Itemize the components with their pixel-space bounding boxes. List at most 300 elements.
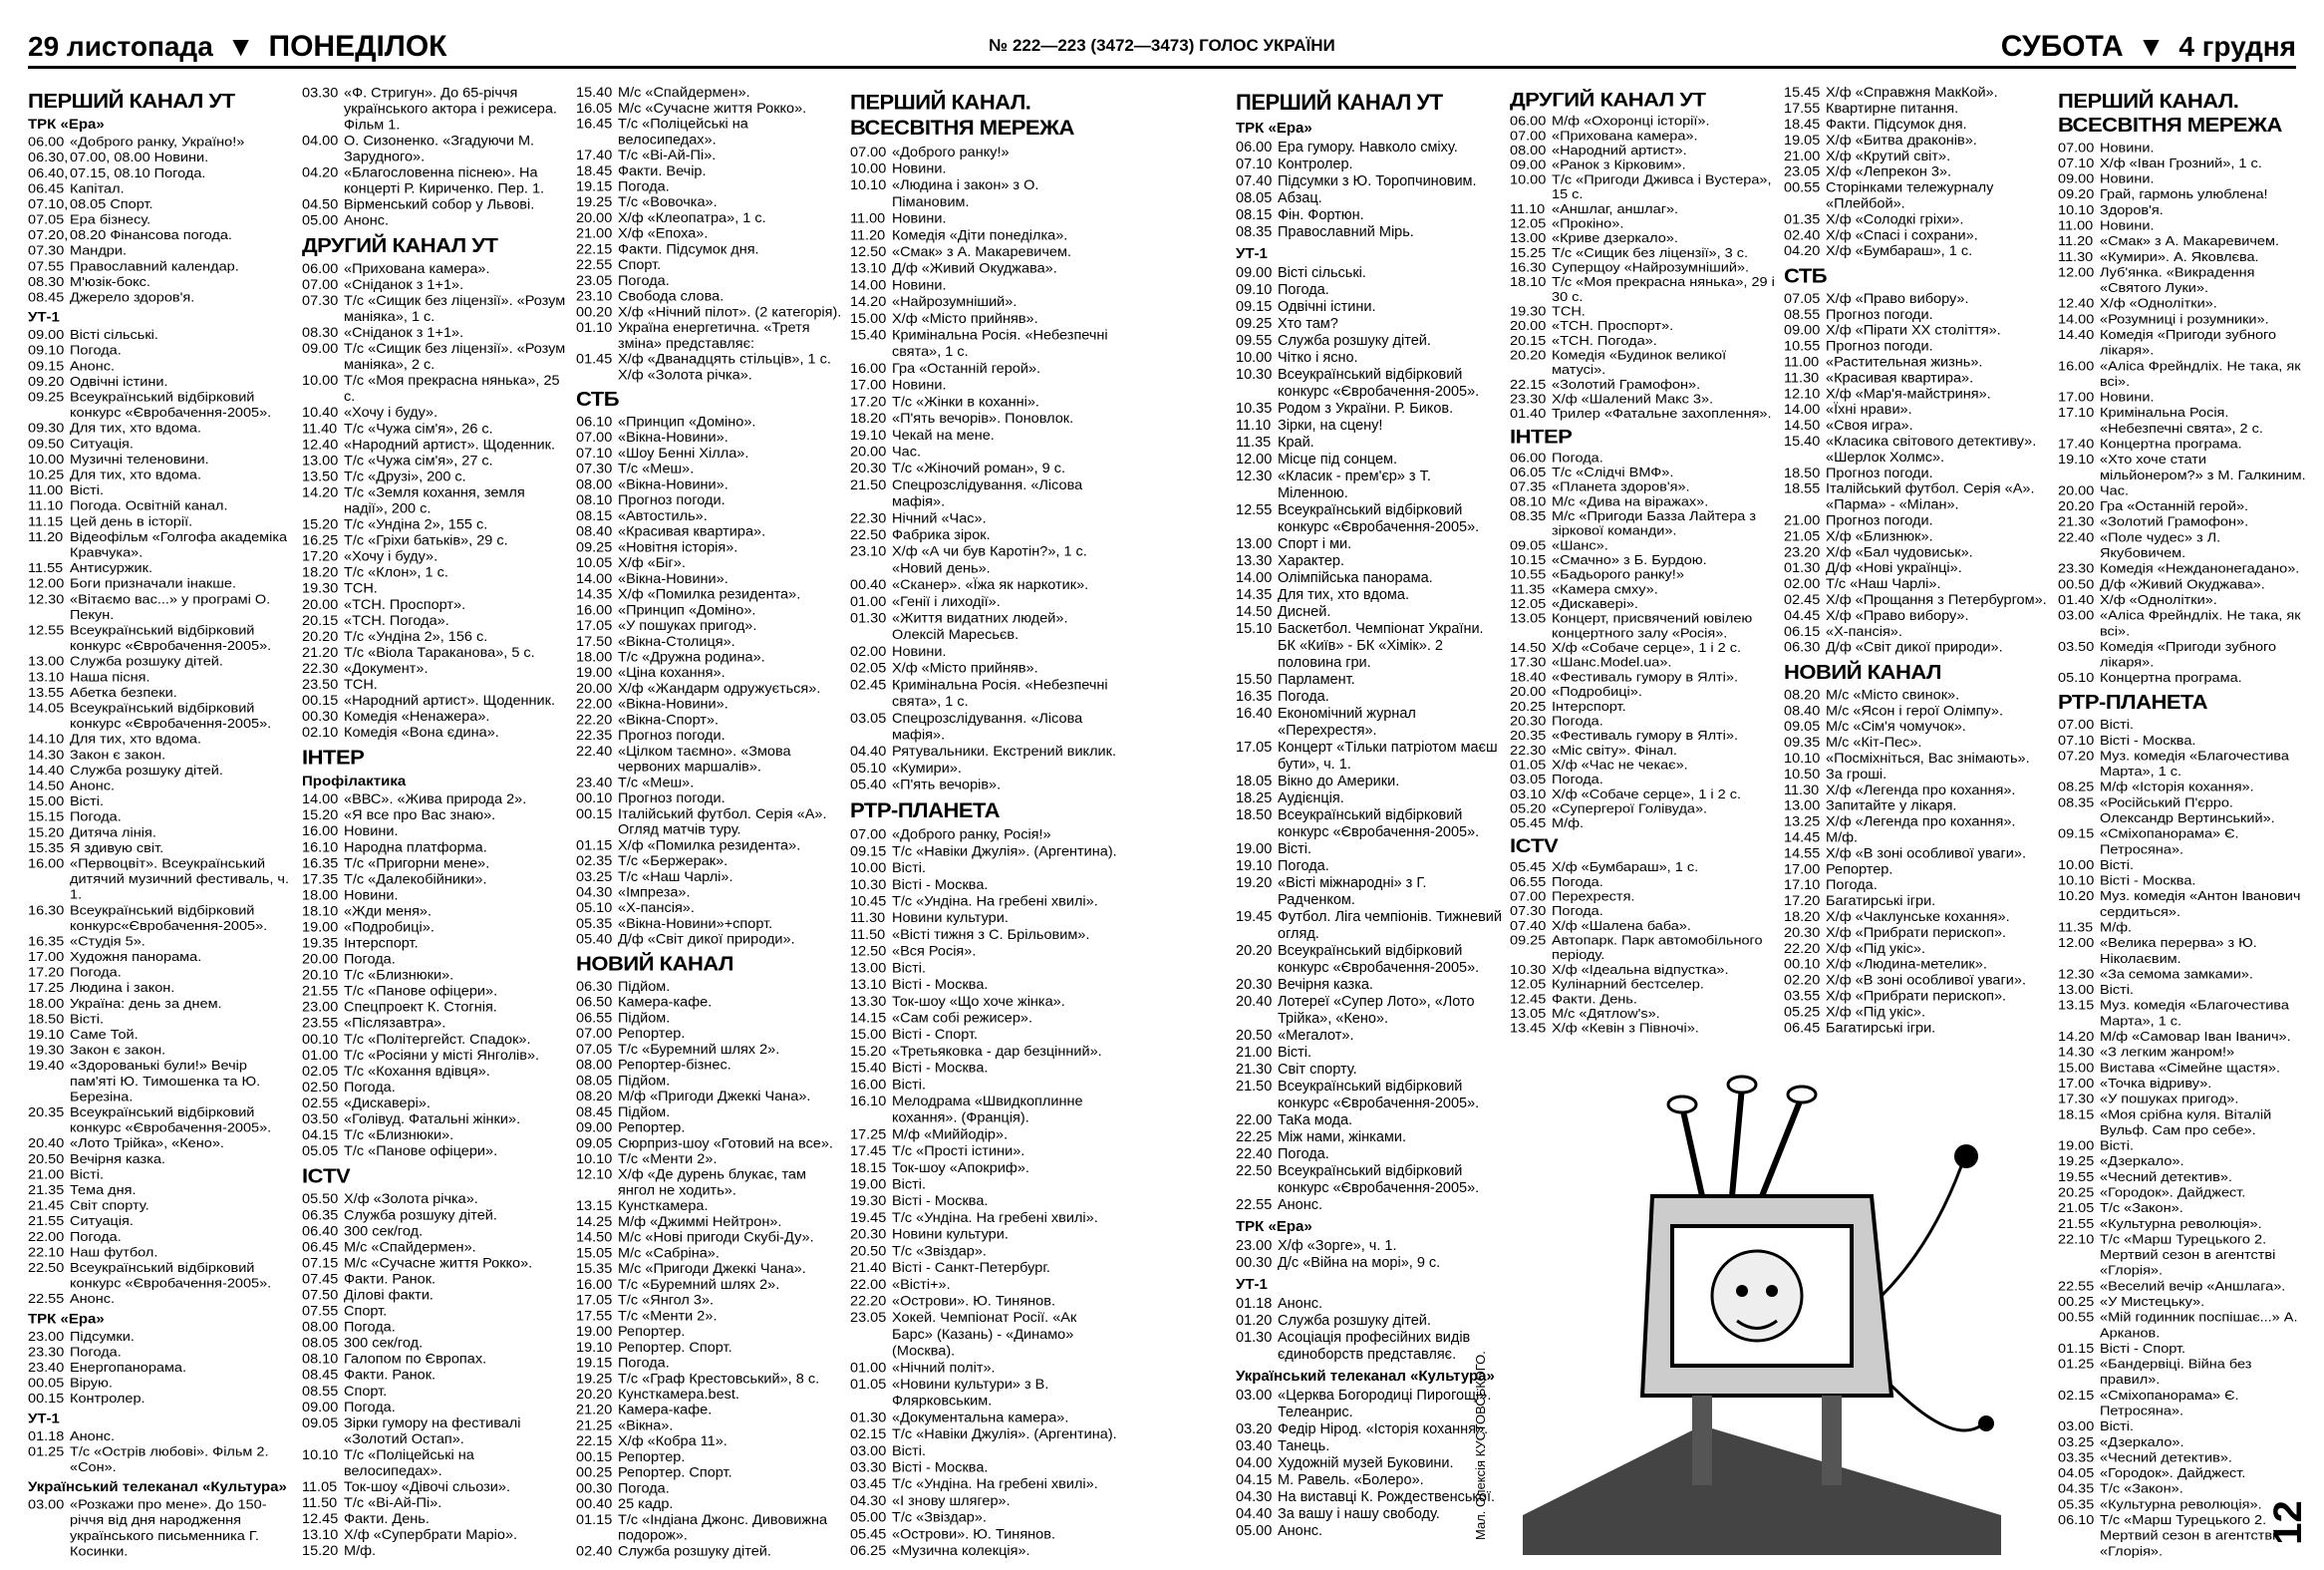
program-time: 15.00 [28, 794, 65, 809]
sub-heading: УТ-1 [1236, 1276, 1268, 1293]
program-time: 09.20 [28, 374, 65, 390]
program-time: 07.00 [1510, 130, 1547, 144]
program-time: 19.35 [302, 936, 339, 952]
program-entry [1510, 568, 1779, 583]
program-title: Спецпроект К. Стогнія. [344, 1000, 497, 1016]
program-time: 06.00 [1510, 115, 1547, 130]
program-entry [28, 841, 297, 857]
program-title: «Хочу і буду». [344, 549, 438, 565]
program-title: Комедія «Будинок великої матусі». [1552, 349, 1727, 378]
program-title: 300 сек/год. [344, 1336, 424, 1352]
program-title: «У Мистецьку». [2100, 1294, 2205, 1310]
program-title: Д/ф «Живий Окуджава». [892, 260, 1057, 277]
program-time: 10.10 [2058, 873, 2095, 889]
program-time: 16.25 [302, 533, 339, 549]
program-entry [1236, 333, 1505, 350]
program-time: 06.25 [850, 1543, 887, 1559]
program-title: «ВВС». «Жива природа 2». [344, 791, 527, 807]
program-title: «Ранок з Кірковим». [1552, 158, 1686, 173]
program-title: «Найрозумніший». [892, 294, 1017, 311]
program-entry [576, 1418, 845, 1434]
program-entry [1236, 1313, 1505, 1330]
program-title: Факти. Ранок. [344, 1272, 436, 1288]
program-entry [1510, 145, 1779, 159]
program-time: 17.00 [1784, 862, 1821, 878]
program-title: «Посміхніться, Вас знімають». [1826, 751, 2030, 767]
program-title: Погода. [1552, 904, 1603, 919]
program-entry [302, 422, 571, 438]
program-entry [1784, 846, 2053, 862]
program-title: Х/ф «Шалений Макс 3». [1552, 393, 1714, 408]
program-time: 15.40 [1784, 434, 1821, 450]
program-time: 11.30 [1784, 783, 1820, 798]
program-time: 15.25 [1510, 246, 1547, 261]
program-entry [302, 840, 571, 856]
program-time: 06.35 [302, 1207, 339, 1224]
program-entry [302, 165, 571, 197]
program-title: М/с «Сучасне життя Рокко». [344, 1256, 533, 1272]
program-title: Музичні теленовини. [70, 452, 209, 468]
program-time: 18.50 [1236, 807, 1273, 823]
program-time: 03.25 [2058, 1434, 2095, 1450]
program-entry [28, 359, 297, 375]
program-time: 14.05 [28, 701, 65, 717]
program-title: М/ф «Джиммі Нейтрон». [618, 1214, 782, 1230]
program-time: 20.15 [302, 613, 339, 629]
program-time: 04.20 [302, 165, 339, 181]
program-title: Факти. Підсумок дня. [618, 242, 759, 258]
program-title: «ТСН. Проспорт». [1552, 319, 1674, 334]
channel-heading: ICTV [302, 1163, 351, 1188]
program-time: 23.40 [28, 1360, 65, 1376]
program-entry [1236, 1296, 1505, 1313]
program-title: Служба розшуку дітей. [1278, 333, 1431, 349]
program-time: 00.15 [576, 806, 613, 822]
program-title: Ера бізнесу. [70, 212, 151, 228]
program-time: 01.45 [576, 352, 613, 368]
program-entry [28, 934, 297, 950]
program-time: 07.30 [1510, 904, 1547, 919]
program-time: 07.00 [576, 431, 613, 446]
program-time: 23.10 [850, 543, 887, 560]
program-time: 18.15 [850, 1160, 887, 1176]
program-title: Час. [2100, 483, 2130, 499]
program-time: 16.35 [302, 855, 339, 872]
program-title: «Мій годинник поспішає...» А. Арканов. [2100, 1310, 2298, 1341]
program-entry [1236, 1028, 1505, 1045]
program-time: 03.50 [302, 1111, 339, 1127]
program-time: 10.40 [302, 405, 339, 421]
program-entry [1510, 934, 1779, 963]
program-time: 23.20 [1784, 545, 1821, 561]
program-time: 03.10 [1510, 787, 1547, 802]
program-entry [2058, 391, 2307, 407]
right-day: СУБОТА [2000, 30, 2124, 63]
program-title: М/ф. [1826, 830, 1859, 846]
program-title: «Дискавері». [1552, 597, 1638, 612]
program-time: 06.05 [1510, 466, 1547, 480]
program-title: Вісті. [892, 860, 927, 877]
program-entry [576, 509, 845, 525]
program-entry [2058, 1232, 2307, 1279]
program-title: Т/с «Сищик без ліцензії». «Розум маніяка», 2 с. [344, 341, 566, 373]
program-time: 06.55 [576, 1011, 613, 1027]
program-entry [576, 493, 845, 509]
program-title: Край. [1278, 435, 1314, 451]
program-title: Концертна програма. [2100, 671, 2242, 686]
program-entry [302, 438, 571, 454]
program-title: Родом з України. Р. Биков. [1278, 401, 1454, 417]
program-time: 00.15 [28, 1392, 65, 1407]
program-title: Репортер. Спорт. [618, 1465, 732, 1481]
program-title: Погода. [1826, 878, 1878, 893]
program-time: 19.25 [2058, 1154, 2095, 1169]
program-time: 03.00 [2058, 1419, 2095, 1434]
program-time: 11.55 [28, 561, 64, 576]
program-title: Погода. Освітній канал. [70, 498, 228, 514]
program-title: 25 кадр. [618, 1497, 674, 1512]
channel-heading: ПЕРШИЙ КАНАЛ. ВСЕСВІТНЯ МЕРЕЖА [2058, 89, 2282, 137]
program-title: Х/ф «Під укіс». [1826, 941, 1926, 957]
program-entry [850, 1027, 1119, 1044]
program-time: 12.45 [302, 1511, 339, 1527]
program-entry [28, 1498, 297, 1560]
program-time: 17.55 [1784, 101, 1821, 117]
program-entry [302, 1032, 571, 1048]
program-time: 16.35 [1236, 689, 1273, 705]
program-title: Багатирські ігри. [1826, 1021, 1936, 1037]
program-time: 09.25 [1510, 934, 1547, 949]
program-time: 09.15 [28, 359, 65, 375]
program-time: 00.15 [302, 693, 339, 709]
program-time: 07.05 [28, 212, 65, 228]
program-entry [576, 745, 845, 776]
program-time: 15.20 [28, 825, 65, 840]
program-entry [576, 525, 845, 541]
program-time: 08.40 [1784, 704, 1821, 720]
program-entry [576, 1404, 845, 1419]
program-time: 22.20 [850, 1293, 887, 1310]
program-title: Світ спорту. [1278, 1062, 1357, 1078]
program-time: 08.35 [1236, 224, 1273, 240]
program-time: 10.15 [1510, 553, 1547, 568]
program-title: «І знову шлягер». [892, 1493, 1011, 1509]
program-entry [1510, 715, 1779, 730]
program-title: М/ф «Охоронці історії». [1552, 115, 1710, 130]
program-title: Вісті. [2100, 857, 2135, 873]
program-title: Х/ф «Зорге», ч. 1. [1278, 1238, 1397, 1254]
program-title: Спорт. [344, 1304, 388, 1320]
program-title: Комедія «Вона єдина». [344, 725, 499, 741]
program-title: Комедія «Пригоди зубного лікаря». [2100, 639, 2277, 671]
program-time: 02.45 [1784, 592, 1821, 608]
program-title: Т/с «Політергейст. Спадок». [344, 1032, 531, 1048]
program-time: 02.00 [850, 644, 887, 660]
program-time: 10.35 [1236, 401, 1273, 417]
program-title: Т/с «Індіана Джонс. Дивовижна подорож». [618, 1512, 828, 1544]
program-entry [302, 374, 571, 406]
program-entry [28, 779, 297, 794]
program-time: 17.20 [850, 394, 887, 411]
program-entry [2058, 795, 2307, 826]
program-title: Грай, гармонь улюблена! [2100, 187, 2268, 202]
program-time: 20.30 [1784, 925, 1821, 941]
program-time: 04.45 [1784, 608, 1821, 624]
program-time: 07.50 [302, 1288, 339, 1304]
program-time: 12.50 [850, 943, 887, 960]
program-time: 07.55 [28, 259, 65, 275]
program-time: 04.40 [1236, 1506, 1273, 1522]
program-entry [1784, 371, 2053, 387]
program-entry [850, 977, 1119, 994]
program-time: 13.05 [1510, 1007, 1547, 1022]
program-time: 07.20, [28, 228, 69, 243]
program-title: Репортер. [618, 1449, 686, 1465]
program-title: Людина і закон. [70, 981, 175, 996]
program-entry [850, 1127, 1119, 1144]
program-time: 01.30 [850, 610, 887, 627]
program-title: Новини. [2100, 218, 2155, 234]
program-entry [28, 1044, 297, 1060]
program-time: 01.18 [28, 1428, 65, 1444]
program-time: 22.50 [28, 1260, 65, 1276]
program-entry [2058, 1435, 2307, 1451]
program-title: Прогноз погоди. [1826, 513, 1933, 529]
program-title: «Російський П'єрро. Олександр Вертинський». [2100, 795, 2275, 826]
program-time: 11.10 [28, 498, 64, 514]
program-time: 03.25 [576, 869, 613, 885]
program-title: Ситуація. [70, 437, 134, 452]
program-title: Вісті - Санкт-Петербург. [892, 1260, 1050, 1276]
program-time: 11.10 [1236, 418, 1272, 434]
sub-heading: ТРК «Ера» [1236, 1218, 1312, 1235]
program-title: «Вікна-Новини». [618, 571, 728, 587]
program-time: 22.25 [1236, 1129, 1273, 1145]
program-title: Контролер. [70, 1392, 145, 1407]
program-time: 08.10 [302, 1352, 339, 1368]
program-title: «Фестиваль гумору в Ялті». [1552, 671, 1738, 685]
program-time: 20.00 [576, 681, 613, 697]
program-title: Репортер-бізнес. [618, 1058, 731, 1074]
program-title: 08.20 Фінансова погода. [70, 228, 232, 243]
program-time: 02.45 [850, 677, 887, 694]
program-time: 20.20 [302, 629, 339, 645]
program-entry [850, 1426, 1119, 1443]
program-entry [1236, 1045, 1505, 1062]
program-entry [302, 1336, 571, 1352]
program-entry [850, 594, 1119, 611]
program-time: 22.50 [1236, 1163, 1273, 1179]
program-title: Абзац. [1278, 190, 1322, 206]
program-entry [850, 1143, 1119, 1160]
program-title: «Принцип «Доміно». [618, 603, 756, 619]
program-title: Т/с «Дружна родина». [618, 650, 765, 666]
program-title: «П'ять вечорів». [892, 777, 1002, 793]
program-time: 11.15 [28, 514, 64, 529]
program-title: Підйом. [618, 1074, 671, 1090]
program-time: 20.00 [1510, 685, 1547, 700]
program-title: «Красивая квартира». [1826, 371, 1974, 387]
program-time: 09.05 [1510, 538, 1547, 553]
program-entry [302, 470, 571, 485]
program-time: 01.15 [576, 838, 613, 854]
program-title: Т/с «Сищик без ліцензії». «Розум маніяка», 1 с. [344, 293, 566, 325]
program-entry [2058, 1358, 2307, 1389]
program-entry [2058, 1077, 2307, 1093]
program-entry [1236, 1455, 1505, 1472]
program-time: 19.30 [850, 1193, 887, 1210]
program-title: Всеукраїнський відбірковий конкурс «Євробачення-2005». [1278, 1163, 1480, 1196]
program-time: 03.05 [850, 710, 887, 727]
program-entry [1510, 510, 1779, 539]
program-title: Новини. [2100, 141, 2155, 156]
channel-heading: РТР-ПЛАНЕТА [850, 797, 1000, 822]
program-time: 10.20 [2058, 889, 2095, 904]
sub-heading: Профілактика [302, 773, 407, 789]
program-title: Погода. [70, 343, 122, 359]
program-time: 17.05 [576, 618, 613, 634]
program-title: Факти. Ранок. [344, 1368, 436, 1384]
program-title: Х/ф «Прибрати перископ». [1826, 925, 2007, 941]
program-time: 06.10 [2058, 1512, 2095, 1528]
program-time: 09.05 [1784, 720, 1821, 735]
program-entry [1784, 894, 2053, 910]
program-title: Репортер. [1826, 862, 1893, 878]
program-title: «Камера смху». [1552, 582, 1658, 597]
program-title: Муз. комедія «Благочестива Марта», 1 с. [2100, 749, 2289, 780]
program-time: 20.50 [28, 1151, 65, 1167]
program-title: Погода. [344, 1320, 396, 1336]
program-time: 20.40 [1236, 994, 1273, 1010]
program-time: 02.15 [2058, 1388, 2095, 1404]
program-title: Аудієнція. [1278, 790, 1344, 806]
program-time: 11.00 [1784, 355, 1820, 371]
program-time: 10.00 [302, 373, 339, 389]
program-title: Підсумки з Ю. Торопчиновим. [1278, 173, 1477, 189]
program-entry [1236, 1062, 1505, 1079]
program-time: 08.45 [302, 1368, 339, 1384]
program-time: 13.55 [28, 685, 65, 701]
program-title: Т/с «Земля кохання, земля надії», 200 с. [344, 485, 525, 517]
program-time: 05.10 [576, 901, 613, 916]
program-entry [576, 305, 845, 321]
program-title: «Вікна-Спорт». [618, 713, 720, 729]
program-entry [302, 1368, 571, 1384]
channel-heading: ПЕРШИЙ КАНАЛ УТ [28, 89, 235, 113]
program-title: Х/ф «Солодкі гріхи». [1826, 212, 1964, 228]
program-title: «Вітаємо вас...» у програмі О. Пекун. [70, 592, 271, 623]
program-title: «Імпреза». [618, 885, 691, 901]
program-entry [302, 326, 571, 342]
program-time: 18.45 [1784, 117, 1821, 133]
program-title: Х/ф «Біг». [618, 556, 686, 571]
program-entry [28, 275, 297, 291]
program-time: 10.00 [850, 160, 887, 177]
program-entry [1236, 553, 1505, 570]
channel-heading: ICTV [1510, 834, 1559, 857]
program-entry [850, 527, 1119, 544]
program-title: М/ф. [344, 1543, 377, 1559]
program-entry [302, 485, 571, 517]
program-time: 08.00 [576, 477, 613, 493]
program-time: 18.10 [302, 904, 339, 920]
program-entry [1784, 403, 2053, 419]
program-time: 08.25 [2058, 780, 2095, 795]
program-time: 06.30 [576, 979, 613, 995]
program-title: Новини культури. [892, 1226, 1009, 1243]
program-time: 17.20 [302, 549, 339, 565]
program-entry [1236, 1489, 1505, 1506]
program-entry [1784, 1005, 2053, 1021]
program-entry [302, 134, 571, 165]
program-entry [302, 824, 571, 840]
program-entry [2058, 187, 2307, 203]
program-time: 04.50 [302, 197, 339, 213]
program-time: 18.40 [1510, 671, 1547, 685]
program-title: «Вікна-Новини». [618, 697, 728, 713]
program-entry [576, 1481, 845, 1497]
program-time: 18.20 [302, 565, 339, 581]
program-entry [1236, 299, 1505, 316]
program-title: «Шанс.Model.ua». [1552, 656, 1672, 671]
program-time: 23.05 [1784, 164, 1821, 180]
program-title: «Цілком таємно». «Змова червоних маршалів». [618, 744, 791, 776]
program-entry [28, 530, 297, 561]
program-title: Анонс. [1278, 1197, 1323, 1213]
program-time: 14.35 [576, 587, 613, 603]
program-title: Х/ф «Жандарм одружується». [618, 681, 821, 697]
program-entry [850, 994, 1119, 1011]
program-time: 10.10 [2058, 202, 2095, 218]
program-time: 20.00 [850, 444, 887, 461]
program-title: Х/ф «Справжня МакКой». [1826, 86, 1998, 101]
program-title: Україна: день за днем. [70, 996, 222, 1012]
program-time: 07.45 [302, 1272, 339, 1288]
program-entry [2058, 1185, 2307, 1201]
program-time: 22.00 [1236, 1112, 1273, 1128]
program-entry [1510, 115, 1779, 130]
program-entry [28, 1377, 297, 1393]
program-title: Служба розшуку дітей. [70, 763, 223, 779]
program-entry [576, 901, 845, 917]
program-entry [1784, 545, 2053, 561]
program-title: Т/с «Меш». [618, 776, 695, 791]
program-entry [302, 1448, 571, 1480]
program-time: 04.20 [1784, 244, 1821, 259]
program-entry [1784, 228, 2053, 244]
program-time: 23.10 [576, 289, 613, 305]
program-entry [576, 352, 845, 383]
program-entry [302, 213, 571, 229]
program-entry [576, 980, 845, 996]
program-title: Т/с «Марш Турецького 2. Мертвий сезон в агентстві «Глорія». [2100, 1232, 2276, 1279]
program-time: 21.50 [850, 477, 887, 493]
program-entry [576, 1105, 845, 1121]
program-entry [850, 328, 1119, 361]
program-entry [28, 244, 297, 260]
program-title: Федір Нірод. «Історія кохання». [1278, 1421, 1489, 1437]
program-entry [850, 711, 1119, 744]
program-title: Х/ф «Під укіс». [1826, 1005, 1926, 1021]
program-title: Вісті. [2100, 1419, 2135, 1434]
program-title: «Своя игра». [1826, 418, 1913, 434]
program-entry [1784, 387, 2053, 403]
program-entry [576, 917, 845, 933]
program-title: «Третьяковка - дар безцінний». [892, 1044, 1102, 1060]
program-title: Мелодрама «Швидкоплинне кохання». (Франція). [892, 1094, 1083, 1126]
program-time: 16.00 [2058, 359, 2095, 374]
program-time: 10.00 [2058, 857, 2095, 873]
